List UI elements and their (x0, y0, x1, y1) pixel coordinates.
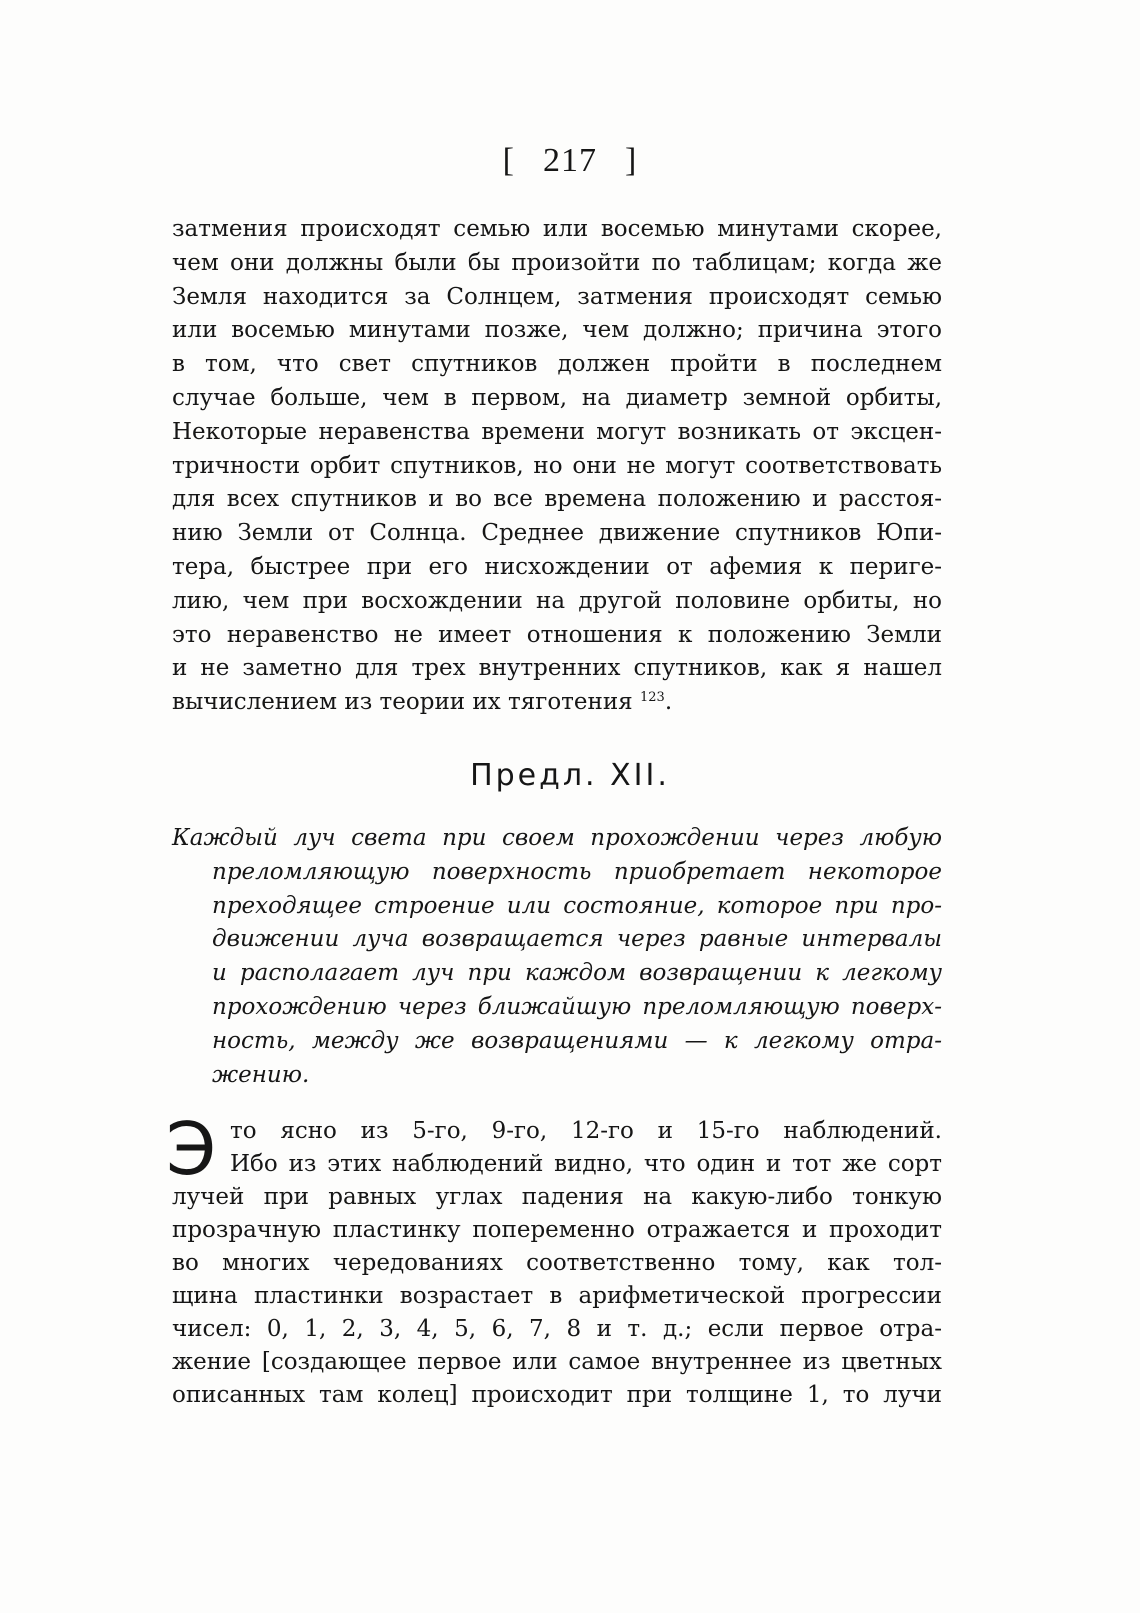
body-line-last: вычислением из теории их тяготения $^{123}$. (172, 689, 673, 716)
proof-line: прозрачную пластинку попеременно отражается и проходит (172, 1217, 942, 1243)
proof-first-line-text: то ясно из 5-го, 9-го, 12-го и 15-го наблюдений. (230, 1118, 942, 1144)
body-line: чем они должны были бы произойти по таблицам; когда же (172, 249, 942, 276)
body-line: тера, быстрее при его нисхождении от афемия к периге- (172, 553, 942, 580)
proof-line: лучей при равных углах падения на какую-либо тонкую (172, 1184, 942, 1210)
proof-line: щина пластинки возрастает в арифметической прогрессии (172, 1283, 942, 1309)
drop-cap: Э (166, 1107, 217, 1191)
page-number (0, 142, 1140, 180)
page-number-value: 217 (543, 142, 597, 179)
body-line: нию Земли от Солнца. Среднее движение спутников Юпи- (172, 520, 942, 547)
proof-line: Ибо из этих наблюдений видно, что один и тот же сорт (230, 1151, 942, 1177)
page-number-open-bracket: [ (502, 142, 515, 179)
proposition-line: преходящее строение или состояние, которое при про- (212, 892, 942, 919)
proof-line: жение [создающее первое или самое внутреннее из цветных (172, 1349, 942, 1375)
proposition-line: прохождению через ближайшую преломляющую поверх- (212, 993, 942, 1020)
proof-paragraph (166, 1107, 942, 1412)
body-line: Некоторые неравенства времени могут возникать от эксцен- (172, 418, 942, 445)
proposition-line: ность, между же возвращениями — к легкому отра- (212, 1027, 942, 1054)
body-line: Земля находится за Солнцем, затмения происходят семью (172, 283, 942, 310)
proposition-line: движении луча возвращается через равные интервалы (212, 926, 942, 953)
body-line: это неравенство не имеет отношения к положению Земли (172, 621, 942, 648)
footnote-reference[interactable]: 123 (640, 690, 665, 706)
proposition-statement (172, 822, 942, 1092)
proposition-line-last: жению. (212, 1061, 310, 1088)
body-line: или восемью минутами позже, чем должно; причина этого (172, 317, 942, 344)
proposition-line: и располагает луч при каждом возвращении к легкому (212, 960, 942, 987)
proposition-line: преломляющую поверхность приобретает некоторое (212, 858, 942, 885)
body-last-text: вычислением из теории их тяготения (172, 689, 633, 716)
page-number-close-bracket: ] (625, 142, 638, 179)
body-line: тричности орбит спутников, но они не могут соответствовать (172, 452, 942, 479)
body-line: лию, чем при восхождении на другой половине орбиты, но (172, 587, 942, 614)
body-line: для всех спутников и во все времена положению и расстоя- (172, 486, 942, 513)
body-line: случае больше, чем в первом, на диаметр земной орбиты, (172, 384, 942, 411)
proof-line: описанных там колец] происходит при толщине 1, то лучи (172, 1382, 942, 1408)
body-paragraph (172, 213, 942, 720)
body-line: и не заметно для трех внутренних спутников, как я нашел (172, 655, 942, 682)
body-line: затмения происходят семью или восемью минутами скорее, (172, 216, 942, 242)
body-line: в том, что свет спутников должен пройти в последнем (172, 351, 942, 378)
proposition-heading: Предл. XII. (470, 758, 670, 793)
proof-line: чисел: 0, 1, 2, 3, 4, 5, 6, 7, 8 и т. д.; если первое отра- (172, 1316, 942, 1342)
proof-line: во многих чередованиях соответственно тому, как тол- (172, 1250, 942, 1276)
proposition-line: Каждый луч света при своем прохождении через любую (172, 825, 942, 851)
